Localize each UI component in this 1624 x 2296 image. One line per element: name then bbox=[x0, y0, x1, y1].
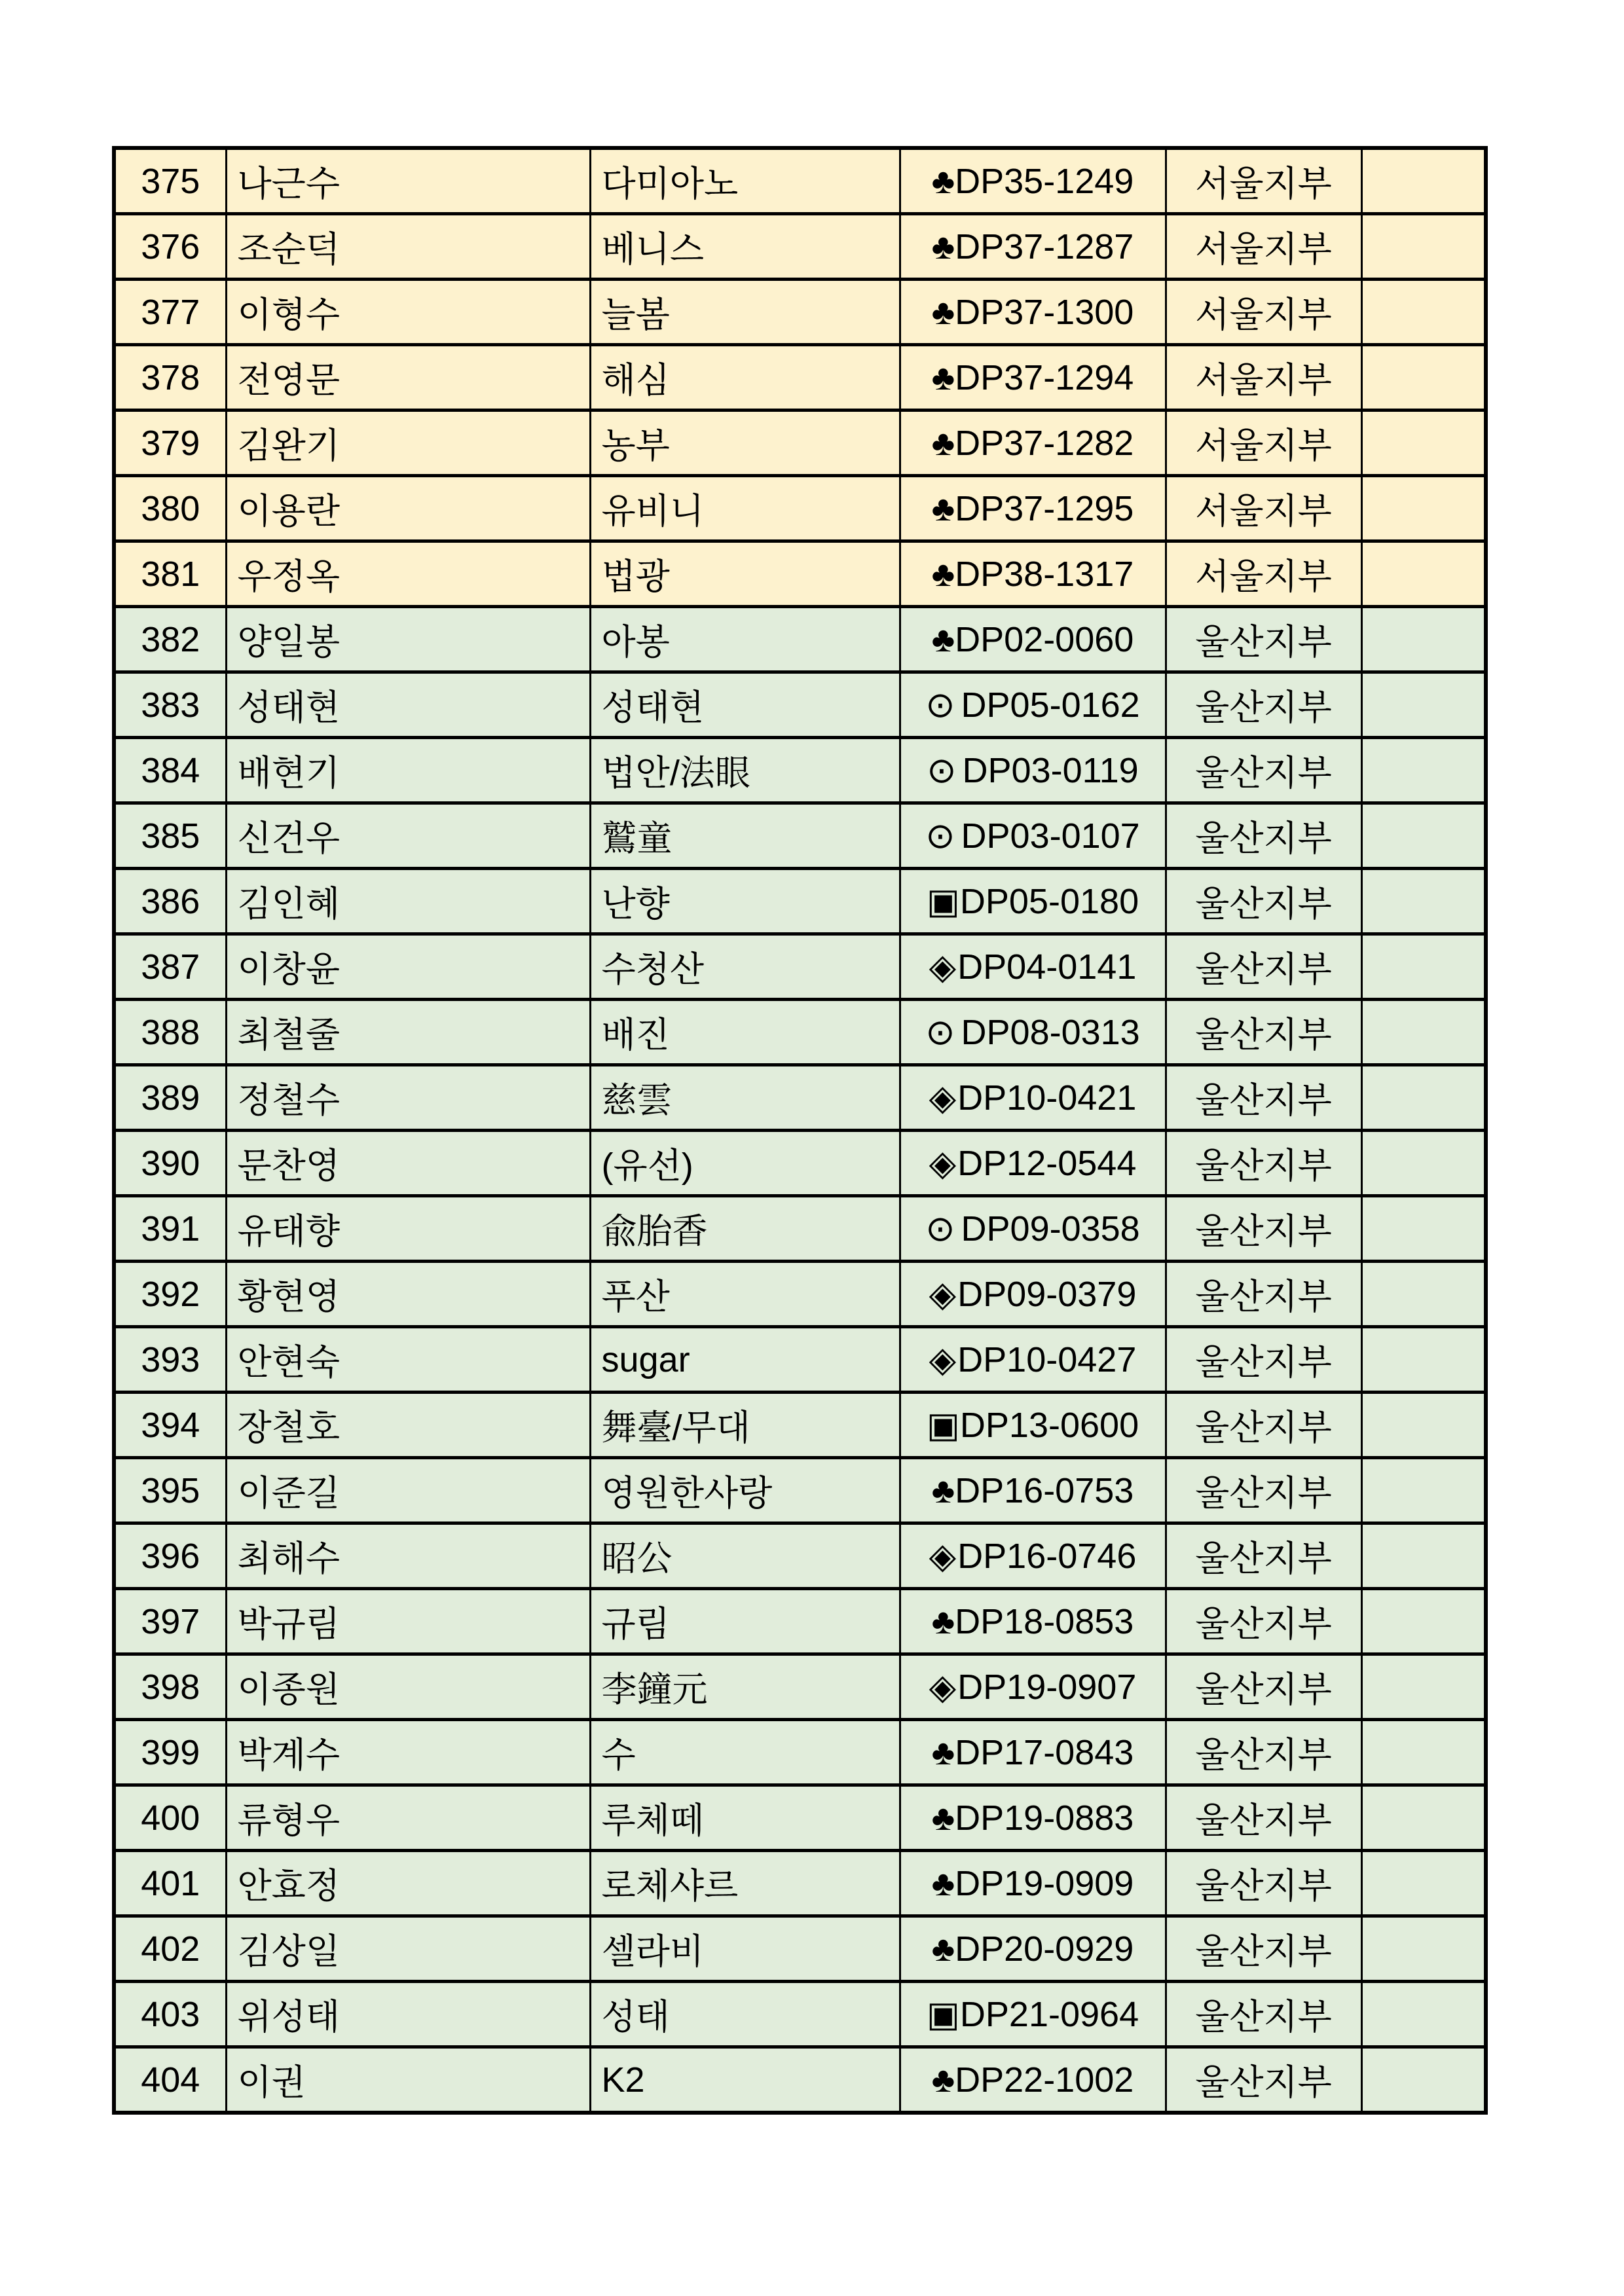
cell-member-branch: 울산지부 bbox=[1166, 738, 1361, 803]
cell-member-code bbox=[900, 1458, 1166, 1523]
cell-member-nickname: 배진 bbox=[590, 1000, 900, 1065]
club-icon: ♣ bbox=[931, 1798, 955, 1838]
cell-member-branch: 울산지부 bbox=[1166, 934, 1361, 1000]
member-code-text: DP05-0162 bbox=[961, 685, 1140, 725]
cell-member-name: 최해수 bbox=[226, 1523, 590, 1589]
cell-member-name: 이용란 bbox=[226, 476, 590, 541]
cell-member-code bbox=[900, 2047, 1166, 2113]
cell-member-name: 성태현 bbox=[226, 672, 590, 738]
cell-member-nickname: 법광 bbox=[590, 541, 900, 607]
cell-member-nickname: 늘봄 bbox=[590, 280, 900, 345]
table-row bbox=[114, 214, 1486, 280]
cell-member-number: 379 bbox=[114, 410, 226, 476]
cell-member-name: 조순덕 bbox=[226, 214, 590, 280]
cell-empty bbox=[1361, 345, 1486, 410]
cell-member-code bbox=[900, 934, 1166, 1000]
cell-member-name: 류형우 bbox=[226, 1785, 590, 1851]
table-row bbox=[114, 1196, 1486, 1262]
table-row bbox=[114, 803, 1486, 869]
cell-member-number: 387 bbox=[114, 934, 226, 1000]
cell-empty bbox=[1361, 1065, 1486, 1131]
cell-empty bbox=[1361, 1589, 1486, 1654]
member-code-text: DP38-1317 bbox=[955, 554, 1134, 594]
member-code-text: DP37-1295 bbox=[955, 488, 1134, 528]
cell-member-name: 이준길 bbox=[226, 1458, 590, 1523]
cell-member-code bbox=[900, 1131, 1166, 1196]
member-code-text: DP37-1282 bbox=[955, 423, 1134, 463]
cell-empty bbox=[1361, 1982, 1486, 2047]
circle-dot-icon: ⊙ bbox=[925, 1209, 955, 1248]
club-icon: ♣ bbox=[931, 488, 955, 528]
cell-member-number: 404 bbox=[114, 2047, 226, 2113]
club-icon: ♣ bbox=[931, 554, 955, 594]
member-code-text: DP03-0119 bbox=[962, 751, 1139, 790]
cell-member-code bbox=[900, 1720, 1166, 1785]
cell-empty bbox=[1361, 607, 1486, 672]
cell-member-code bbox=[900, 410, 1166, 476]
cell-member-nickname: 해심 bbox=[590, 345, 900, 410]
cell-member-nickname: 영원한사랑 bbox=[590, 1458, 900, 1523]
cell-member-number: 398 bbox=[114, 1654, 226, 1720]
club-icon: ♣ bbox=[931, 2060, 955, 2100]
cell-member-code bbox=[900, 738, 1166, 803]
diamond-dot-icon: ◈ bbox=[929, 1144, 957, 1183]
cell-empty bbox=[1361, 148, 1486, 214]
cell-empty bbox=[1361, 1131, 1486, 1196]
cell-member-number: 386 bbox=[114, 869, 226, 934]
cell-member-name: 이종원 bbox=[226, 1654, 590, 1720]
cell-empty bbox=[1361, 1458, 1486, 1523]
table-row bbox=[114, 410, 1486, 476]
cell-member-branch: 울산지부 bbox=[1166, 1523, 1361, 1589]
member-code-text: DP35-1249 bbox=[955, 161, 1134, 201]
cell-member-name: 장철호 bbox=[226, 1393, 590, 1458]
table-row bbox=[114, 1000, 1486, 1065]
cell-member-name: 최철줄 bbox=[226, 1000, 590, 1065]
cell-member-branch: 울산지부 bbox=[1166, 1327, 1361, 1393]
table-row bbox=[114, 476, 1486, 541]
cell-member-code bbox=[900, 1327, 1166, 1393]
cell-member-number: 391 bbox=[114, 1196, 226, 1262]
cell-empty bbox=[1361, 1000, 1486, 1065]
table-row bbox=[114, 1654, 1486, 1720]
member-code-text: DP20-0929 bbox=[955, 1929, 1134, 1969]
cell-empty bbox=[1361, 1720, 1486, 1785]
cell-member-name: 신건우 bbox=[226, 803, 590, 869]
member-code-text: DP16-0753 bbox=[955, 1470, 1134, 1510]
cell-member-branch: 울산지부 bbox=[1166, 672, 1361, 738]
cell-member-number: 381 bbox=[114, 541, 226, 607]
table-row bbox=[114, 607, 1486, 672]
diamond-dot-icon: ◈ bbox=[929, 1078, 957, 1118]
member-code-text: DP03-0107 bbox=[961, 816, 1140, 856]
cell-member-branch: 서울지부 bbox=[1166, 541, 1361, 607]
cell-member-number: 383 bbox=[114, 672, 226, 738]
cell-member-branch: 울산지부 bbox=[1166, 1785, 1361, 1851]
member-code-text: DP37-1294 bbox=[955, 357, 1134, 397]
cell-member-name: 안효정 bbox=[226, 1851, 590, 1916]
cell-member-nickname: 慈雲 bbox=[590, 1065, 900, 1131]
cell-member-nickname: (유선) bbox=[590, 1131, 900, 1196]
cell-member-number: 401 bbox=[114, 1851, 226, 1916]
cell-member-nickname: 수청산 bbox=[590, 934, 900, 1000]
circle-dot-icon: ⊙ bbox=[925, 1013, 955, 1052]
cell-member-number: 403 bbox=[114, 1982, 226, 2047]
member-code-text: DP17-0843 bbox=[955, 1732, 1134, 1772]
cell-member-branch: 울산지부 bbox=[1166, 1196, 1361, 1262]
cell-member-nickname: 아봉 bbox=[590, 607, 900, 672]
cell-member-branch: 울산지부 bbox=[1166, 2047, 1361, 2113]
cell-member-name: 김인혜 bbox=[226, 869, 590, 934]
cell-member-number: 395 bbox=[114, 1458, 226, 1523]
member-code-text: DP10-0427 bbox=[957, 1340, 1137, 1379]
table-row bbox=[114, 1065, 1486, 1131]
cell-member-number: 382 bbox=[114, 607, 226, 672]
cell-member-code bbox=[900, 345, 1166, 410]
cell-empty bbox=[1361, 1327, 1486, 1393]
diamond-dot-icon: ◈ bbox=[929, 1537, 957, 1576]
member-code-text: DP12-0544 bbox=[957, 1144, 1137, 1183]
cell-member-name: 이권 bbox=[226, 2047, 590, 2113]
cell-member-number: 390 bbox=[114, 1131, 226, 1196]
member-code-text: DP09-0379 bbox=[957, 1275, 1137, 1314]
cell-member-nickname: 베니스 bbox=[590, 214, 900, 280]
cell-empty bbox=[1361, 1196, 1486, 1262]
cell-empty bbox=[1361, 410, 1486, 476]
table-row bbox=[114, 1393, 1486, 1458]
club-icon: ♣ bbox=[931, 423, 955, 463]
cell-member-code bbox=[900, 1393, 1166, 1458]
cell-member-nickname: 난향 bbox=[590, 869, 900, 934]
cell-member-branch: 서울지부 bbox=[1166, 148, 1361, 214]
cell-member-code bbox=[900, 1851, 1166, 1916]
cell-member-name: 양일봉 bbox=[226, 607, 590, 672]
cell-member-nickname: 舞臺/무대 bbox=[590, 1393, 900, 1458]
cell-member-code bbox=[900, 869, 1166, 934]
cell-empty bbox=[1361, 934, 1486, 1000]
cell-member-name: 전영문 bbox=[226, 345, 590, 410]
cell-member-number: 377 bbox=[114, 280, 226, 345]
club-icon: ♣ bbox=[931, 227, 955, 266]
cell-member-branch: 울산지부 bbox=[1166, 607, 1361, 672]
cell-member-code bbox=[900, 672, 1166, 738]
cell-member-number: 402 bbox=[114, 1916, 226, 1982]
cell-member-nickname: 유비니 bbox=[590, 476, 900, 541]
cell-empty bbox=[1361, 1654, 1486, 1720]
member-code-text: DP16-0746 bbox=[957, 1537, 1137, 1576]
cell-member-code bbox=[900, 214, 1166, 280]
cell-member-nickname: 兪胎香 bbox=[590, 1196, 900, 1262]
cell-empty bbox=[1361, 738, 1486, 803]
square-dot-icon: ▣ bbox=[926, 882, 960, 921]
member-code-text: DP19-0909 bbox=[955, 1863, 1134, 1903]
cell-member-code bbox=[900, 1065, 1166, 1131]
cell-member-branch: 울산지부 bbox=[1166, 1458, 1361, 1523]
cell-empty bbox=[1361, 1916, 1486, 1982]
cell-member-nickname: sugar bbox=[590, 1327, 900, 1393]
cell-member-branch: 서울지부 bbox=[1166, 280, 1361, 345]
cell-member-number: 392 bbox=[114, 1262, 226, 1327]
cell-member-code bbox=[900, 1916, 1166, 1982]
member-code-text: DP21-0964 bbox=[959, 1995, 1139, 2034]
cell-member-nickname: 수 bbox=[590, 1720, 900, 1785]
cell-member-branch: 서울지부 bbox=[1166, 410, 1361, 476]
diamond-dot-icon: ◈ bbox=[929, 1667, 957, 1707]
cell-member-number: 399 bbox=[114, 1720, 226, 1785]
cell-member-number: 397 bbox=[114, 1589, 226, 1654]
cell-member-nickname: 성태현 bbox=[590, 672, 900, 738]
cell-member-number: 389 bbox=[114, 1065, 226, 1131]
cell-member-name: 박규림 bbox=[226, 1589, 590, 1654]
cell-member-code bbox=[900, 1982, 1166, 2047]
cell-member-branch: 울산지부 bbox=[1166, 1851, 1361, 1916]
cell-member-name: 배현기 bbox=[226, 738, 590, 803]
cell-member-code bbox=[900, 1523, 1166, 1589]
circle-dot-icon: ⊙ bbox=[925, 685, 955, 725]
cell-member-nickname: 로체샤르 bbox=[590, 1851, 900, 1916]
cell-member-nickname: 昭公 bbox=[590, 1523, 900, 1589]
member-code-text: DP05-0180 bbox=[959, 882, 1139, 921]
cell-member-number: 375 bbox=[114, 148, 226, 214]
cell-empty bbox=[1361, 672, 1486, 738]
table-row bbox=[114, 1458, 1486, 1523]
cell-member-code bbox=[900, 1196, 1166, 1262]
cell-member-branch: 울산지부 bbox=[1166, 1982, 1361, 2047]
club-icon: ♣ bbox=[931, 1929, 955, 1969]
cell-member-name: 우정옥 bbox=[226, 541, 590, 607]
cell-member-name: 이창윤 bbox=[226, 934, 590, 1000]
cell-member-branch: 울산지부 bbox=[1166, 1916, 1361, 1982]
table-row bbox=[114, 1916, 1486, 1982]
cell-empty bbox=[1361, 1851, 1486, 1916]
club-icon: ♣ bbox=[931, 292, 955, 332]
cell-member-branch: 울산지부 bbox=[1166, 1654, 1361, 1720]
cell-member-number: 393 bbox=[114, 1327, 226, 1393]
cell-empty bbox=[1361, 541, 1486, 607]
member-code-text: DP04-0141 bbox=[957, 947, 1137, 987]
cell-empty bbox=[1361, 1785, 1486, 1851]
table-row bbox=[114, 280, 1486, 345]
cell-member-code bbox=[900, 1654, 1166, 1720]
cell-member-branch: 울산지부 bbox=[1166, 1131, 1361, 1196]
table-row bbox=[114, 672, 1486, 738]
cell-member-name: 안현숙 bbox=[226, 1327, 590, 1393]
cell-member-code bbox=[900, 1785, 1166, 1851]
table-row bbox=[114, 148, 1486, 214]
table-row bbox=[114, 1720, 1486, 1785]
cell-member-nickname: 셀라비 bbox=[590, 1916, 900, 1982]
diamond-dot-icon: ◈ bbox=[929, 1340, 957, 1379]
cell-member-number: 376 bbox=[114, 214, 226, 280]
cell-member-branch: 서울지부 bbox=[1166, 345, 1361, 410]
cell-member-branch: 서울지부 bbox=[1166, 214, 1361, 280]
member-list-table bbox=[112, 146, 1488, 2115]
member-code-text: DP08-0313 bbox=[961, 1013, 1140, 1052]
cell-member-name: 박계수 bbox=[226, 1720, 590, 1785]
circle-dot-icon: ⊙ bbox=[925, 816, 955, 856]
cell-member-name: 정철수 bbox=[226, 1065, 590, 1131]
cell-member-nickname: 鷲童 bbox=[590, 803, 900, 869]
cell-member-nickname: 루체떼 bbox=[590, 1785, 900, 1851]
cell-member-name: 문찬영 bbox=[226, 1131, 590, 1196]
cell-empty bbox=[1361, 803, 1486, 869]
cell-member-code bbox=[900, 803, 1166, 869]
cell-member-branch: 서울지부 bbox=[1166, 476, 1361, 541]
cell-member-branch: 울산지부 bbox=[1166, 1720, 1361, 1785]
table-row bbox=[114, 869, 1486, 934]
cell-member-code bbox=[900, 476, 1166, 541]
cell-member-number: 394 bbox=[114, 1393, 226, 1458]
table-row bbox=[114, 345, 1486, 410]
member-code-text: DP10-0421 bbox=[957, 1078, 1137, 1118]
cell-member-nickname: 李鐘元 bbox=[590, 1654, 900, 1720]
table-row bbox=[114, 1131, 1486, 1196]
member-code-text: DP22-1002 bbox=[955, 2060, 1134, 2100]
cell-member-name: 김완기 bbox=[226, 410, 590, 476]
cell-member-number: 388 bbox=[114, 1000, 226, 1065]
diamond-dot-icon: ◈ bbox=[929, 947, 957, 987]
diamond-dot-icon: ◈ bbox=[929, 1275, 957, 1314]
club-icon: ♣ bbox=[931, 1470, 955, 1510]
cell-member-nickname: 다미아노 bbox=[590, 148, 900, 214]
cell-member-code bbox=[900, 148, 1166, 214]
club-icon: ♣ bbox=[931, 357, 955, 397]
club-icon: ♣ bbox=[931, 161, 955, 201]
cell-member-number: 380 bbox=[114, 476, 226, 541]
cell-empty bbox=[1361, 1262, 1486, 1327]
table-row bbox=[114, 1851, 1486, 1916]
cell-member-name: 위성태 bbox=[226, 1982, 590, 2047]
table-row bbox=[114, 1589, 1486, 1654]
cell-member-nickname: 농부 bbox=[590, 410, 900, 476]
member-table-body bbox=[114, 148, 1486, 2113]
cell-member-name: 김상일 bbox=[226, 1916, 590, 1982]
cell-member-code bbox=[900, 1589, 1166, 1654]
table-row bbox=[114, 1785, 1486, 1851]
cell-member-code bbox=[900, 280, 1166, 345]
table-row bbox=[114, 1262, 1486, 1327]
table-row bbox=[114, 1523, 1486, 1589]
cell-empty bbox=[1361, 476, 1486, 541]
member-code-text: DP19-0883 bbox=[955, 1798, 1134, 1838]
cell-empty bbox=[1361, 2047, 1486, 2113]
club-icon: ♣ bbox=[931, 619, 955, 659]
club-icon: ♣ bbox=[931, 1863, 955, 1903]
cell-member-name: 유태향 bbox=[226, 1196, 590, 1262]
member-code-text: DP19-0907 bbox=[957, 1667, 1137, 1707]
cell-member-code bbox=[900, 1000, 1166, 1065]
cell-member-number: 396 bbox=[114, 1523, 226, 1589]
cell-member-nickname: 규림 bbox=[590, 1589, 900, 1654]
cell-member-branch: 울산지부 bbox=[1166, 1589, 1361, 1654]
cell-member-number: 400 bbox=[114, 1785, 226, 1851]
cell-member-branch: 울산지부 bbox=[1166, 1262, 1361, 1327]
cell-member-code bbox=[900, 607, 1166, 672]
table-row bbox=[114, 2047, 1486, 2113]
cell-member-name: 이형수 bbox=[226, 280, 590, 345]
club-icon: ♣ bbox=[931, 1601, 955, 1641]
table-row bbox=[114, 738, 1486, 803]
member-code-text: DP37-1287 bbox=[955, 227, 1134, 266]
cell-member-branch: 울산지부 bbox=[1166, 803, 1361, 869]
table-row bbox=[114, 541, 1486, 607]
cell-member-branch: 울산지부 bbox=[1166, 1393, 1361, 1458]
member-code-text: DP09-0358 bbox=[961, 1209, 1140, 1248]
cell-member-number: 384 bbox=[114, 738, 226, 803]
square-dot-icon: ▣ bbox=[926, 1995, 960, 2034]
member-code-text: DP18-0853 bbox=[955, 1601, 1134, 1641]
cell-empty bbox=[1361, 1523, 1486, 1589]
cell-empty bbox=[1361, 214, 1486, 280]
square-dot-icon: ▣ bbox=[926, 1406, 960, 1445]
cell-member-nickname: 법안/法眼 bbox=[590, 738, 900, 803]
member-code-text: DP02-0060 bbox=[955, 619, 1134, 659]
cell-member-branch: 울산지부 bbox=[1166, 1000, 1361, 1065]
club-icon: ♣ bbox=[931, 1732, 955, 1772]
table-row bbox=[114, 1327, 1486, 1393]
cell-member-number: 385 bbox=[114, 803, 226, 869]
circle-dot-icon: ⊙ bbox=[927, 751, 957, 790]
table-row bbox=[114, 1982, 1486, 2047]
cell-empty bbox=[1361, 869, 1486, 934]
cell-member-branch: 울산지부 bbox=[1166, 1065, 1361, 1131]
cell-member-number: 378 bbox=[114, 345, 226, 410]
cell-member-nickname: K2 bbox=[590, 2047, 900, 2113]
cell-member-branch: 울산지부 bbox=[1166, 869, 1361, 934]
cell-member-name: 황현영 bbox=[226, 1262, 590, 1327]
cell-member-name: 나근수 bbox=[226, 148, 590, 214]
cell-member-code bbox=[900, 1262, 1166, 1327]
cell-member-nickname: 푸산 bbox=[590, 1262, 900, 1327]
cell-member-code bbox=[900, 541, 1166, 607]
member-code-text: DP37-1300 bbox=[955, 292, 1134, 332]
table-row bbox=[114, 934, 1486, 1000]
member-code-text: DP13-0600 bbox=[959, 1406, 1139, 1445]
cell-empty bbox=[1361, 280, 1486, 345]
cell-member-nickname: 성태 bbox=[590, 1982, 900, 2047]
cell-empty bbox=[1361, 1393, 1486, 1458]
